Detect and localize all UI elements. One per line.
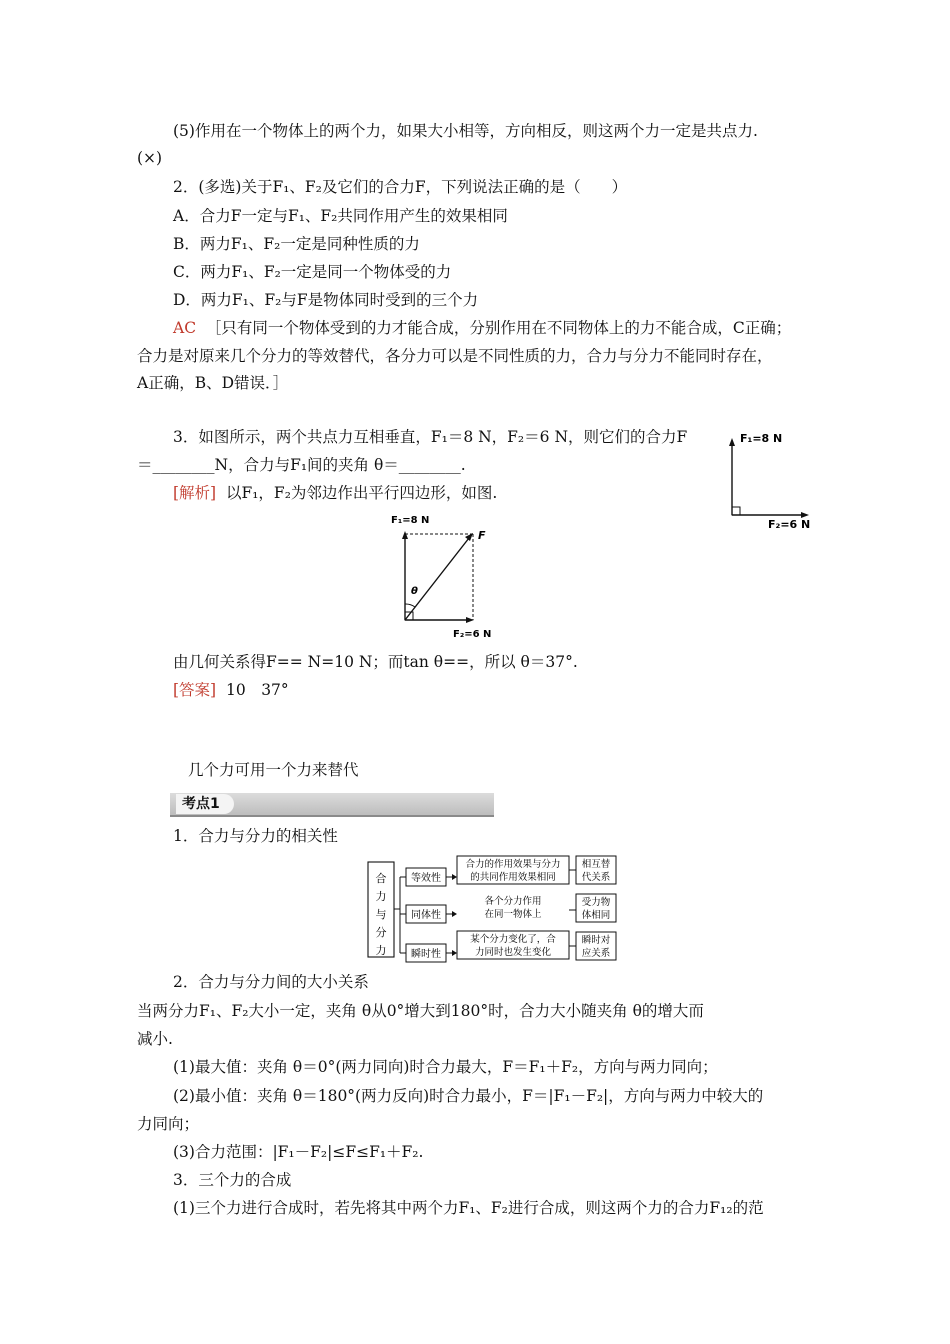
desc-instantaneous-1: 某个分力变化了，合 [470,934,556,945]
kp1-heading: 1．合力与分力的相关性 [173,827,338,845]
kp2-range: (3)合力范围：|F₁－F₂|≤F≤F₁＋F₂. [173,1143,424,1161]
prop-same-body: 同体性 [411,910,441,921]
q2-explanation-line-1 [173,317,791,339]
answer-label: [答案] [173,681,217,699]
kp2-line-2: 减小. [137,1030,173,1048]
section-title: 几个力可用一个力来替代 [188,761,359,779]
kp3-line-1: (1)三个力进行合成时，若先将其中两个力F₁、F₂进行合成，则这两个力的合力F₁₂的范 [173,1199,764,1217]
result-equivalence-2: 代关系 [581,872,611,883]
root-char-3: 与 [375,908,387,921]
q2-explanation-line-2: 合力是对原来几个分力的等效替代，各分力可以是不同性质的力，合力与分力不能同时存在， [137,347,773,365]
result-instantaneous-1: 瞬时对 [581,935,611,946]
result-equivalence-1: 相互替 [581,859,611,870]
q3-analysis [173,482,497,504]
q2-option-c: C．两力F₁、F₂一定是同一个物体受的力 [173,263,452,281]
prop-instantaneous: 瞬时性 [411,949,441,960]
keypoint-badge: 考点1 [176,794,234,814]
answer-text: 10 37° [225,681,289,699]
q2-explain-1: ［只有同一个物体受到的力才能合成，分别作用在不同物体上的力不能合成，C正确； [205,319,792,337]
analysis-text: 以F₁，F₂为邻边作出平行四边形，如图. [225,484,498,502]
q3-answer [173,679,289,701]
root-char-1: 合 [375,872,387,885]
fig1-f1-label: F₁=8 N [740,432,783,445]
result-instantaneous-2: 应关系 [581,948,611,959]
q2-stem: 2．(多选)关于F₁、F₂及它们的合力F，下列说法正确的是（ ） [173,178,628,196]
q3-line-1: 3．如图所示，两个共点力互相垂直，F₁＝8 N，F₂＝6 N，则它们的合力F [173,428,688,446]
q5-mark: (×) [137,149,163,167]
kp3-heading: 3．三个力的合成 [173,1171,292,1189]
result-same-body-1: 受力物 [581,897,611,908]
q3-line-2: ＝________N，合力与F₁间的夹角 θ＝________. [137,456,466,474]
q2-explanation-line-3: A正确，B、D错误．］ [137,374,289,392]
prop-equivalence: 等效性 [411,873,441,884]
desc-equivalence-2: 的共同作用效果相同 [470,872,556,883]
q5-text: (5)作用在一个物体上的两个力，如果大小相等，方向相反，则这两个力一定是共点力. [173,122,758,140]
result-same-body-2: 体相同 [581,910,611,921]
fig2-f1-label: F₁=8 N [391,515,430,526]
fig2-f2-label: F₂=6 N [453,629,492,640]
perpendicular-forces-figure [720,420,820,540]
fig2-theta-label: θ [411,586,418,597]
kp2-min: (2)最小值：夹角 θ＝180°(两力反向)时合力最小，F＝|F₁－F₂|，方向与两力中较大的 [173,1087,764,1105]
fig1-f2-label: F₂=6 N [768,518,811,531]
q2-option-d: D．两力F₁、F₂与F是物体同时受到的三个力 [173,291,479,309]
root-char-2: 力 [375,890,387,903]
desc-same-body-2: 在同一物体上 [484,909,542,920]
q2-answer: AC [173,319,197,337]
q2-option-a: A．合力F一定与F₁、F₂共同作用产生的效果相同 [173,207,508,225]
desc-same-body-1: 各个分力作用 [484,896,542,907]
analysis-label: [解析] [173,484,217,502]
parallelogram-figure [385,510,505,645]
root-char-4: 分 [375,926,387,939]
kp2-max: (1)最大值：夹角 θ＝0°(两力同向)时合力最大，F＝F₁＋F₂，方向与两力同向； [173,1058,718,1076]
desc-instantaneous-2: 力同时也发生变化 [474,947,552,958]
kp2-line-1: 当两分力F₁、F₂大小一定，夹角 θ从0°增大到180°时，合力大小随夹角 θ的增大而 [137,1002,704,1020]
relation-diagram [360,852,625,964]
q3-result: 由几何关系得F== N=10 N；而tan θ==，所以 θ＝37°. [173,653,578,671]
desc-equivalence-1: 合力的作用效果与分力 [465,859,561,870]
fig2-f-label: F [478,529,486,542]
kp2-min-cont: 力同向； [137,1115,200,1133]
kp2-heading: 2．合力与分力间的大小关系 [173,973,369,991]
root-char-5: 力 [375,944,387,957]
q2-option-b: B．两力F₁、F₂一定是同种性质的力 [173,235,420,253]
